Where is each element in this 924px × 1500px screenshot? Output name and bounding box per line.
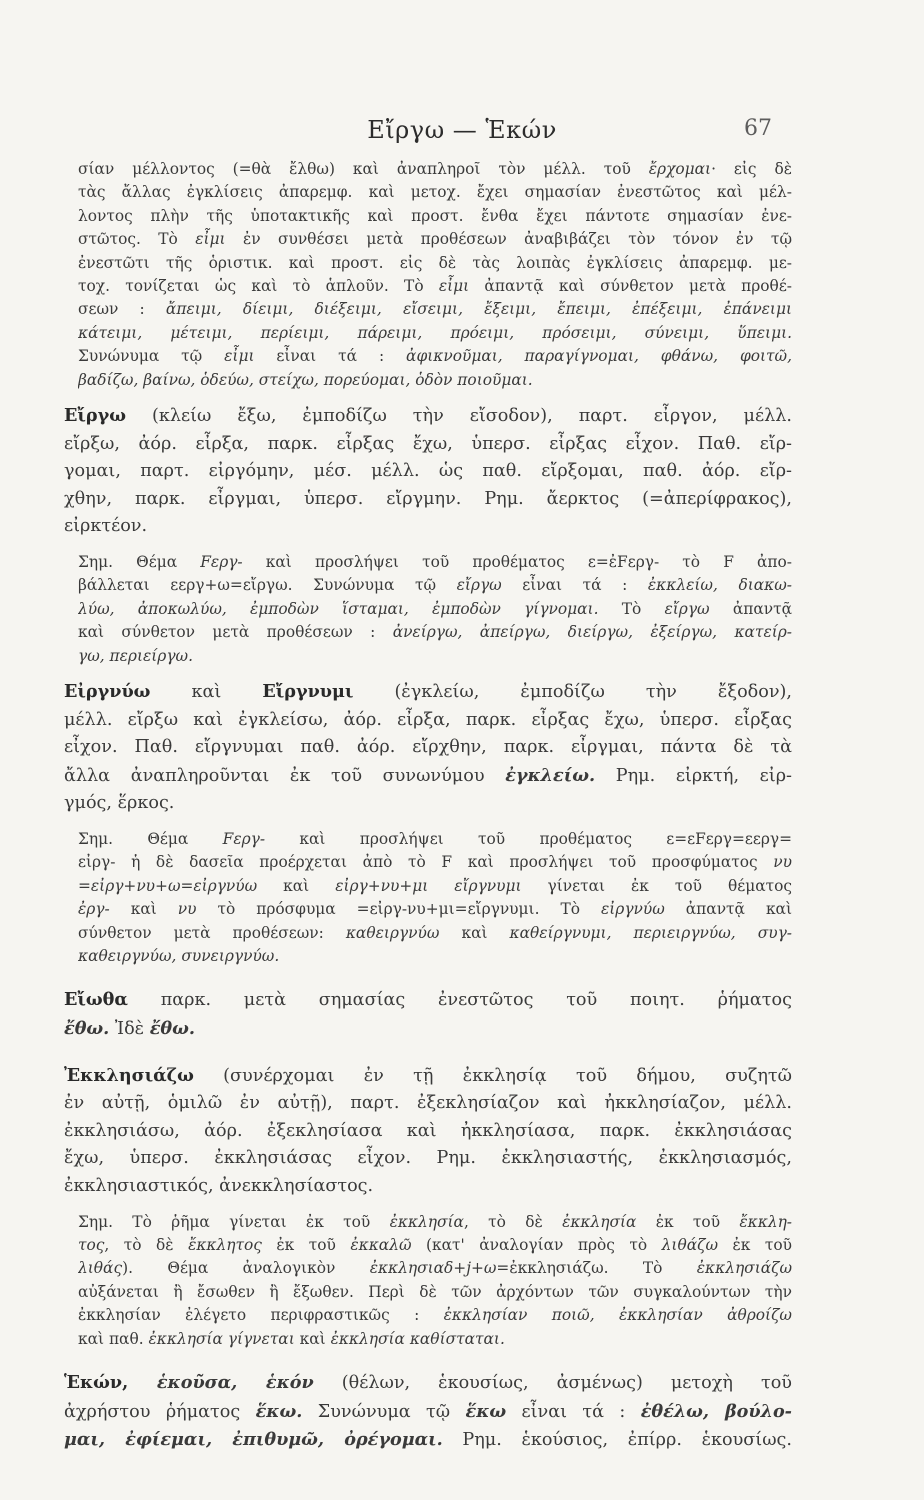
- block-gap: [64, 818, 792, 828]
- text-run: Ἰδὲ: [109, 1019, 150, 1040]
- text-run: σεων :: [78, 300, 166, 319]
- text-line: [78, 205, 792, 228]
- text-line: [64, 986, 792, 1015]
- text-run: [428, 877, 454, 895]
- text-run: ἐργ-: [78, 900, 110, 919]
- text-run: ἀπαντᾷ καὶ: [664, 900, 792, 919]
- block-gap: [64, 392, 792, 402]
- text-run: ἐκ τοῦ: [636, 1212, 740, 1231]
- text-run: ἐκκλησιαδ+j+ω: [369, 1259, 497, 1278]
- text-run: · εἰς δὲ: [711, 160, 792, 178]
- text-line: [78, 322, 792, 345]
- text-run: , τὸ δὲ: [104, 1236, 189, 1255]
- text-run: χθην, παρκ. εἶργμαι, ὑπερσ. εἴργμην. Ρημ. ἄερκτος (=ἀπερίφρακος),: [64, 488, 792, 509]
- text-run: σύνθετον μετὰ προθέσεων:: [78, 923, 346, 942]
- text-run: κάτειμι, μέτειμι, περίειμι, πάρειμι, πρόειμι, πρόσειμι, σύνειμι, ὕπειμι.: [78, 323, 792, 342]
- text-run: ἐκκλείω, διακω-: [647, 576, 792, 595]
- text-line: [78, 551, 792, 574]
- text-line: [78, 945, 792, 968]
- text-run: στῶτος. Τὸ: [78, 230, 196, 249]
- text-run: εἶναι τά :: [506, 1401, 641, 1422]
- text-line: [64, 1426, 792, 1455]
- text-line: [64, 1062, 792, 1091]
- text-run: ἐκκλησιαστικός, ἀνεκκλησίαστος.: [64, 1176, 374, 1197]
- text-line: [64, 678, 792, 707]
- text-line: [78, 828, 792, 851]
- text-run: ἐκκλησίαν ἐλέγετο περιφραστικῶς :: [78, 1306, 444, 1325]
- text-run: ἐκκλησία: [562, 1212, 637, 1231]
- text-line: [78, 598, 792, 621]
- text-line: [64, 458, 792, 486]
- text-line: [78, 898, 792, 921]
- text-line: [78, 645, 792, 668]
- text-run: λιθάς: [78, 1259, 123, 1278]
- text-run: γμός, ἕρκος.: [64, 793, 175, 814]
- text-run: ἐκκλησίαν ποιῶ, ἐκκλησίαν ἀθροίζω: [443, 1306, 792, 1325]
- text-run: ἕκω: [465, 1400, 507, 1422]
- text-run: =ἐκκλησιάζω. Τὸ: [496, 1259, 697, 1278]
- grammar-note: [64, 158, 792, 392]
- text-run: βάλλεται εεργ+ω=εἴργω. Συνώνυμα τῷ: [78, 576, 457, 595]
- text-run: Σημ. Τὸ ῥῆμα γίνεται ἐκ τοῦ: [78, 1212, 390, 1231]
- page-header: [0, 112, 924, 148]
- text-run: γω, περιείργω.: [78, 646, 193, 665]
- block-gap: [64, 1201, 792, 1211]
- text-run: ἀνείργω, ἀπείργω, διείργω, ἐξείργω, κατείρ-: [392, 623, 792, 642]
- grammar-note: [64, 551, 792, 668]
- text-run: (κλείω ἔξω, ἐμποδίζω τὴν εἴσοδον), παρτ. εἶργον, μέλλ.: [126, 406, 792, 427]
- text-line: [78, 181, 792, 204]
- dictionary-entry: [64, 986, 792, 1043]
- text-line: [64, 707, 792, 735]
- text-run: Ρημ. ἑκούσιος, ἐπίρρ. ἑκουσίως.: [442, 1430, 792, 1451]
- text-run: ἐκκλησιάσω, ἀόρ. ἐξεκλησίασα καὶ ἠκκλησίασα, παρκ. ἐκκλησιάσας: [64, 1120, 792, 1141]
- text-line: [64, 1398, 792, 1427]
- dictionary-entry: [64, 678, 792, 818]
- text-line: [78, 1328, 792, 1351]
- text-run: ἐκκλησία: [389, 1212, 464, 1231]
- dictionary-entry: [64, 402, 792, 541]
- text-run: γομαι, παρτ. εἰργόμην, μέσ. μέλλ. ὡς παθ. εἴρξομαι, παθ. ἀόρ. εἴρ-: [64, 461, 792, 482]
- text-run: καὶ: [150, 682, 263, 703]
- text-run: τὸ πρόσφυμα =εἰργ-νυ+μι=εἴργνυμι. Τὸ: [196, 900, 601, 919]
- text-run: (ἐγκλείω, ἐμποδίζω τὴν ἔξοδον),: [353, 682, 792, 703]
- page-number: 67: [744, 116, 772, 141]
- text-run: εἶχον. Παθ. εἴργνυμαι παθ. ἀόρ. εἴρχθην, παρκ. εἶργμαι, πάντα δὲ τὰ: [64, 737, 792, 758]
- text-run: ἐκκλησιάζω: [696, 1259, 792, 1278]
- text-line: [78, 875, 792, 898]
- headword: Ἐκκλησιάζω: [64, 1064, 194, 1086]
- text-run: λύω, ἀποκωλύω, ἐμποδὼν ἵσταμαι, ἐμποδὼν γίγνομαι.: [78, 599, 599, 618]
- text-line: [78, 158, 792, 181]
- text-run: Συνώνυμα τῷ: [78, 347, 225, 366]
- text-run: Fεργ-: [222, 830, 266, 849]
- text-run: καὶ: [257, 876, 336, 895]
- text-line: [78, 252, 792, 275]
- text-run: εἴρξω, ἀόρ. εἶρξα, παρκ. εἶρξας ἔχω, ὑπερσ. εἶρξας εἶχον. Παθ. εἴρ-: [64, 433, 792, 454]
- text-run: καθειργνύω: [345, 923, 440, 942]
- text-run: εἰργ+νυ+μι: [335, 876, 429, 895]
- text-line: [64, 431, 792, 459]
- text-run: Σημ. Θέμα: [78, 830, 223, 849]
- text-line: [64, 790, 792, 818]
- text-line: [78, 1234, 792, 1257]
- text-line: [78, 621, 792, 644]
- headword: Εἴργνυμι: [262, 681, 354, 703]
- text-line: [64, 762, 792, 791]
- text-run: Fεργ-: [200, 553, 243, 572]
- text-line: [78, 345, 792, 368]
- text-run: ἔκκλη-: [739, 1212, 792, 1231]
- text-line: [64, 1173, 792, 1201]
- text-line: [78, 298, 792, 321]
- text-run: ἐκ τοῦ: [718, 1236, 792, 1255]
- dictionary-entry: [64, 1369, 792, 1455]
- text-line: [64, 1369, 792, 1398]
- text-run: ἔχω, ὑπερσ. ἐκκλησιάσας εἶχον. Ρημ. ἐκκλησιαστής, ἐκκλησιασμός,: [64, 1148, 792, 1169]
- text-line: [78, 1211, 792, 1234]
- dictionary-entry: [64, 1062, 792, 1201]
- text-line: [78, 1304, 792, 1327]
- text-run: ἐκκλησία γίγνεται: [148, 1329, 295, 1348]
- text-run: καὶ παθ.: [78, 1329, 149, 1348]
- text-line: [78, 275, 792, 298]
- text-run: ἐν αὐτῇ, ὁμιλῶ ἐν αὐτῇ), παρτ. ἐξεκλησίαζον καὶ ἠκκλησίαζον, μέλλ.: [64, 1093, 792, 1114]
- text-run: ἔκκλητος: [188, 1236, 262, 1255]
- text-line: [78, 228, 792, 251]
- text-run: ἄπειμι, δίειμι, διέξειμι, εἴσειμι, ἔξειμι, ἔπειμι, ἐπέξειμι, ἐπάνειμι: [165, 300, 792, 319]
- text-run: ἄλλα ἀναπληροῦνται ἐκ τοῦ συνωνύμου: [64, 765, 506, 786]
- grammar-note: [64, 1211, 792, 1351]
- text-run: μέλλ. εἴρξω καὶ ἐγκλείσω, ἀόρ. εἶρξα, παρκ. εἶρξας ἔχω, ὑπερσ. εἶρξας: [64, 709, 792, 730]
- text-run: ἐν συνθέσει μετὰ προθέσεων ἀναβιβάζει τὸν τόνον ἐν τῷ: [225, 230, 792, 249]
- text-run: καθείργνυμι, περιειργνύω, συγ-: [509, 923, 792, 942]
- text-run: εἰργνύω: [600, 900, 665, 919]
- text-line: [78, 922, 792, 945]
- text-line: [78, 851, 792, 874]
- text-line: [64, 1090, 792, 1118]
- text-run: ἔρχομαι: [648, 160, 712, 178]
- text-line: [78, 574, 792, 597]
- text-run: μαι, ἐφίεμαι, ἐπιθυμῶ, ὀρέγομαι.: [64, 1429, 443, 1451]
- block-gap: [64, 668, 792, 678]
- grammar-note: [64, 828, 792, 968]
- running-title: Εἴργω — Ἑκών: [367, 116, 557, 144]
- block-gap: [64, 1351, 792, 1369]
- text-run: ἔθω.: [64, 1018, 110, 1040]
- text-run: ἐκκαλῶ: [350, 1236, 412, 1255]
- text-run: ἑκοῦσα, ἑκόν: [156, 1372, 314, 1394]
- text-run: εἶμι: [195, 230, 226, 249]
- text-run: εἶναι τά :: [501, 576, 648, 595]
- text-run: ἔθω.: [149, 1018, 196, 1040]
- text-run: νυ: [773, 853, 792, 872]
- text-line: [78, 369, 792, 392]
- text-run: σίαν μέλλοντος (=θὰ ἔλθω) καὶ ἀναπληροῖ τὸν μέλλ. τοῦ: [78, 160, 649, 178]
- text-run: τὰς ἄλλας ἐγκλίσεις ἀπαρεμφ. καὶ μετοχ. ἔχει σημασίαν ἐνεστῶτος καὶ μέλ-: [78, 183, 792, 202]
- page-body: [64, 158, 792, 1455]
- text-line: [64, 1015, 792, 1044]
- text-run: ἐκκλησία καθίσταται.: [330, 1329, 505, 1348]
- text-line: [64, 1118, 792, 1146]
- text-run: Τὸ: [598, 599, 665, 618]
- text-line: [64, 1145, 792, 1173]
- text-line: [64, 734, 792, 762]
- text-run: ἀπαντᾷ: [709, 599, 792, 618]
- block-gap: [64, 541, 792, 551]
- text-run: εἴργνυμι: [454, 876, 522, 895]
- text-run: καὶ: [109, 900, 178, 919]
- text-run: εἰρκτέον.: [64, 516, 148, 537]
- headword: Εἴργω: [64, 405, 126, 427]
- text-run: ἐγκλείω.: [505, 764, 596, 786]
- text-run: νυ: [177, 900, 197, 919]
- text-run: καὶ σύνθετον μετὰ προθέσεων :: [78, 623, 393, 642]
- text-run: Ρημ. εἰρκτή, εἰρ-: [595, 765, 792, 786]
- text-run: =εἰργ+νυ+ω=εἰργνύω: [78, 876, 258, 895]
- text-run: εἰργ- ἡ δὲ δασεῖα προέρχεται ἀπὸ τὸ F καὶ προσλήψει τοῦ προσφύματος: [78, 853, 774, 872]
- text-run: Σημ. Θέμα: [78, 553, 201, 572]
- text-run: ἀφικνοῦμαι, παραγίγνομαι, φθάνω, φοιτῶ,: [406, 347, 792, 366]
- text-run: καὶ προσλήψει τοῦ προθέματος ε=εFεργ=εεργ=: [265, 830, 792, 849]
- text-run: λιθάζω: [661, 1236, 719, 1255]
- text-run: (θέλων, ἑκουσίως, ἀσμένως) μετοχὴ τοῦ: [313, 1373, 792, 1394]
- text-run: καὶ προσλήψει τοῦ προθέματος ε=ἐFεργ- τὸ F ἀπο-: [242, 553, 792, 572]
- text-run: εἶμι: [438, 277, 470, 296]
- text-run: καθειργνύω, συνειργνύω.: [78, 947, 280, 966]
- headword: Εἰργνύω: [64, 681, 151, 703]
- text-line: [78, 1281, 792, 1304]
- text-run: καὶ: [294, 1329, 331, 1348]
- text-line: [78, 1257, 792, 1280]
- text-run: λοντος πλὴν τῆς ὑποτακτικῆς καὶ προστ. ἔνθα ἔχει πάντοτε σημασίαν ἐνε-: [78, 206, 792, 225]
- text-run: ἐθέλω, βούλο-: [640, 1400, 792, 1422]
- block-gap: [64, 968, 792, 986]
- text-run: τοχ. τονίζεται ὡς καὶ τὸ ἁπλοῦν. Τὸ: [78, 277, 439, 296]
- text-run: εἴργω: [456, 576, 502, 595]
- text-run: Συνώνυμα τῷ: [302, 1401, 466, 1422]
- text-run: εἶμι: [224, 347, 255, 366]
- text-run: βαδίζω, βαίνω, ὁδεύω, στείχω, πορεύομαι, ὁδὸν ποιοῦμαι.: [78, 370, 533, 389]
- text-run: παρκ. μετὰ σημασίας ἐνεστῶτος τοῦ ποιητ. ῥήματος: [127, 990, 792, 1011]
- text-run: εἴργω: [664, 599, 710, 618]
- text-run: καὶ: [439, 923, 510, 942]
- text-run: τος: [78, 1236, 105, 1255]
- text-run: ἀχρήστου ῥήματος: [64, 1401, 256, 1422]
- text-line: [64, 513, 792, 541]
- text-run: αὐξάνεται ἢ ἔσωθεν ἢ ἔξωθεν. Περὶ δὲ τῶν ἀρχόντων τῶν συγκαλούντων τὴν: [78, 1282, 792, 1301]
- text-run: ). Θέμα ἀναλογικὸν: [122, 1259, 370, 1278]
- text-run: (συνέρχομαι ἐν τῇ ἐκκλησίᾳ τοῦ δήμου, συζητῶ: [193, 1065, 792, 1086]
- text-run: ἐκ τοῦ: [261, 1236, 351, 1255]
- text-run: ἕκω.: [255, 1400, 303, 1422]
- text-run: γίνεται ἐκ τοῦ θέματος: [521, 876, 792, 895]
- text-run: (κατ' ἀναλογίαν πρὸς τὸ: [411, 1236, 662, 1255]
- text-run: , τὸ δὲ: [463, 1212, 563, 1231]
- headword: Ἑκών,: [64, 1372, 157, 1394]
- block-gap: [64, 1044, 792, 1062]
- text-run: εἶναι τά :: [254, 347, 407, 366]
- headword: Εἴωθα: [64, 989, 128, 1011]
- text-line: [64, 402, 792, 431]
- text-run: ἐνεστῶτι τῆς ὁριστικ. καὶ προστ. εἰς δὲ τὰς λοιπὰς ἐγκλίσεις ἀπαρεμφ. με-: [78, 253, 792, 272]
- text-run: ἀπαντᾷ καὶ σύνθετον μετὰ προθέ-: [469, 277, 792, 296]
- text-line: [64, 486, 792, 514]
